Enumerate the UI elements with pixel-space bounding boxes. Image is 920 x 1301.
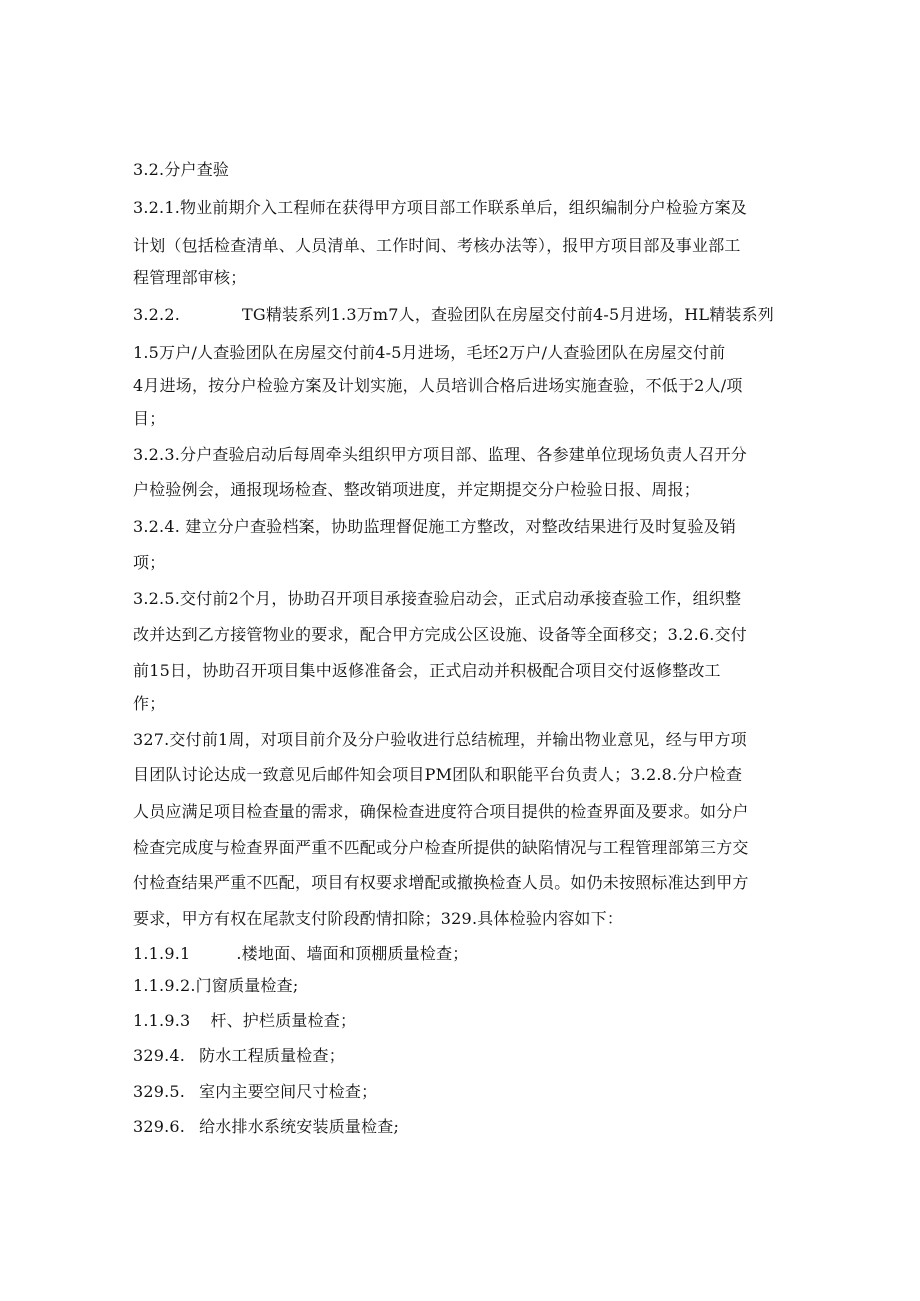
list-item	[133, 1011, 356, 1031]
paragraph-3-2-3-line-1: 3.2.3.分户查验启动后每周牵头组织甲方项目部、监理、各参建单位现场负责人召开分	[133, 445, 747, 464]
list-item-number: 1.1.9.3	[133, 1011, 191, 1030]
list-item-number: 1.1.9.1	[133, 944, 191, 963]
paragraph-3-2-5-line-3: 前15日，协助召开项目集中返修准备会，正式启动并积极配合项目交付返修整改工	[133, 661, 721, 680]
list-item	[133, 1046, 345, 1066]
paragraph-3-2-2-line-3: 4月进场，按分户检验方案及计划实施，人员培训合格后进场实施查验，不低于2人/项	[133, 376, 743, 395]
list-item	[133, 1117, 399, 1137]
paragraph-3-2-3-line-2: 户检验例会，通报现场检查、整改销项进度，并定期提交分户检验日报、周报；	[133, 480, 701, 499]
paragraph-3-2-4-line-2: 项；	[133, 553, 166, 572]
paragraph-3-2-5-line-4: 作；	[133, 694, 166, 713]
paragraph-3-2-2-line-2: 1.5万户/人查验团队在房屋交付前4-5月进场，毛坯2万户/人查验团队在房屋交付前	[133, 343, 726, 362]
list-item	[133, 976, 298, 996]
list-item-number: 1.1.9.2	[133, 976, 191, 995]
paragraph-3-2-4-line-1: 3.2.4. 建立分户查验档案，协助监理督促施工方整改，对整改结果进行及时复验及销	[133, 517, 737, 536]
paragraph-3-2-2-line-4: 目；	[133, 409, 166, 428]
paragraph-3-2-1-line-1: 3.2.1.物业前期介入工程师在获得甲方项目部工作联系单后，组织编制分户检验方案及	[133, 198, 747, 217]
paragraph-3-2-1-line-2: 计划（包括检查清单、人员清单、工作时间、考核办法等），报甲方项目部及事业部工	[133, 236, 741, 255]
paragraph-3-2-2-text: TG精装系列1.3万m7人，查验团队在房屋交付前4-5月进场，HL精装系列	[242, 305, 774, 324]
list-item-text: .楼地面、墙面和顶棚质量检查；	[236, 944, 469, 963]
list-item-text: 室内主要空间尺寸检查；	[199, 1082, 378, 1101]
paragraph-3-2-5-line-2: 改并达到乙方接管物业的要求，配合甲方完成公区设施、设备等全面移交；3.2.6.交付	[133, 625, 747, 644]
paragraph-3-2-7-line-1: 327.交付前1周，对项目前介及分户验收进行总结梳理，并输出物业意见，经与甲方项	[133, 730, 747, 749]
paragraph-3-2-5-line-1: 3.2.5.交付前2个月，协助召开项目承接查验启动会，正式启动承接查验工作，组织整	[133, 589, 742, 608]
list-item	[133, 1082, 377, 1102]
list-item	[133, 944, 468, 964]
list-item-number: 329.4.	[133, 1046, 186, 1065]
paragraph-3-2-7-line-6: 要求，甲方有权在尾款支付阶段酌情扣除；329.具体检验内容如下：	[133, 909, 624, 928]
list-item-text: .门窗质量检查;	[190, 976, 299, 995]
section-heading: 3.2.分户查验	[133, 160, 230, 179]
list-item-text: 防水工程质量检查；	[199, 1046, 345, 1065]
paragraph-3-2-2-line-1	[133, 305, 774, 325]
list-item-text: 给水排水系统安装质量检查;	[199, 1117, 400, 1136]
list-item-number: 329.5.	[133, 1082, 186, 1101]
paragraph-3-2-7-line-4: 检查完成度与检查界面严重不匹配或分户检查所提供的缺陷情况与工程管理部第三方交	[133, 838, 749, 857]
paragraph-3-2-2-number: 3.2.2.	[133, 305, 180, 324]
paragraph-3-2-7-line-3: 人员应满足项目检查量的需求，确保检查进度符合项目提供的检查界面及要求。如分户	[133, 802, 749, 821]
list-item-number: 329.6.	[133, 1117, 186, 1136]
paragraph-3-2-1-line-3: 程管理部审核；	[133, 268, 247, 287]
paragraph-3-2-7-line-2: 目团队讨论达成一致意见后邮件知会项目PM团队和职能平台负责人；3.2.8.分户检查	[133, 765, 743, 784]
paragraph-3-2-7-line-5: 付检查结果严重不匹配，项目有权要求增配或撤换检查人员。如仍未按照标准达到甲方	[133, 873, 749, 892]
list-item-text: 杆、护栏质量检查；	[210, 1011, 357, 1030]
